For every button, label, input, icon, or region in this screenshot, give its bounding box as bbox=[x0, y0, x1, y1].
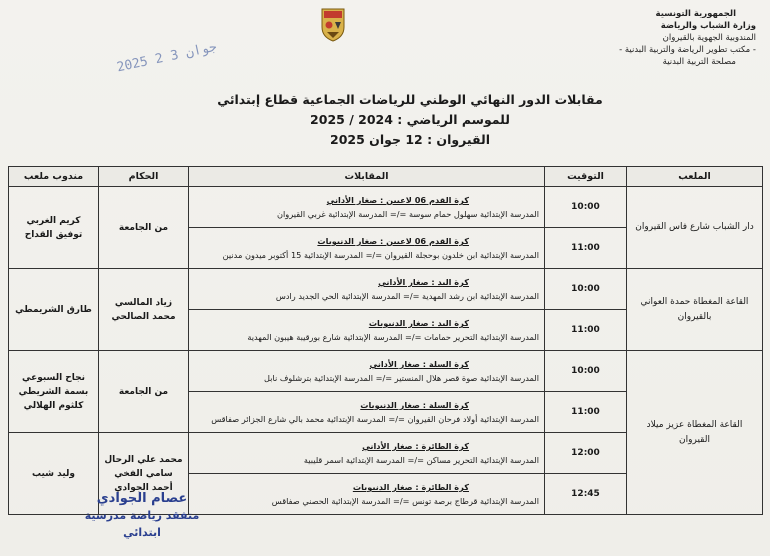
delegate-cell: كريم الغربي توفيق القداح bbox=[9, 187, 99, 269]
sport-label: كرة القدم 06 لاعبين : صغار الدنيويات bbox=[317, 236, 469, 246]
document-title: مقابلات الدور النهائي الوطني للرياضات الجماعية قطاع إبتدائي bbox=[217, 92, 603, 107]
table-row bbox=[9, 187, 763, 228]
match-teams: المدرسة الإبتدائية صوة قصر هلال المنستير =/= المدرسة الإبتدائية بترشلوف نابل bbox=[263, 373, 539, 383]
match-cell bbox=[189, 474, 545, 515]
venue-cell: القاعة المغطاة حمدة العواني بالقيروان bbox=[627, 269, 763, 351]
sport-label: كرة الطائرة : صغار الأداني bbox=[362, 441, 469, 451]
time-cell: 10:00 bbox=[545, 187, 627, 228]
delegate-cell: طارق الشريمطي bbox=[9, 269, 99, 351]
match-cell bbox=[189, 310, 545, 351]
venue-cell: القاعة المغطاة عزيز ميلاد القيروان bbox=[627, 351, 763, 515]
match-cell bbox=[189, 433, 545, 474]
header-line: مصلحة التربية البدنية bbox=[662, 57, 736, 67]
referees-cell: زياد المالسي محمد الصالحي bbox=[99, 269, 189, 351]
signature-title: متفقد رياضة مدرسية bbox=[84, 509, 200, 522]
match-teams: المدرسة الإبتدائية التحرير مساكن =/= المدرسة الإبتدائية اسمر قليبية bbox=[303, 455, 539, 465]
schedule-table bbox=[8, 166, 763, 515]
sport-label: كرة القدم 06 لاعبين : صغار الأداني bbox=[326, 195, 469, 205]
table-row bbox=[9, 269, 763, 310]
header-time: التوقيت bbox=[545, 167, 627, 187]
received-date-stamp: 2025 جوان 3 2 bbox=[115, 39, 219, 76]
match-teams: المدرسة الإبتدائية أولاد فرحان القيروان =/= المدرسة الإبتدائية محمد بالي شارع الجزائر صفاقس bbox=[211, 414, 539, 424]
sport-label: كرة الطائرة : صغار الدنيويات bbox=[352, 482, 469, 492]
match-cell bbox=[189, 187, 545, 228]
date-line: القيروان : 12 جوان 2025 bbox=[330, 132, 490, 147]
match-cell bbox=[189, 392, 545, 433]
sport-label: كرة اليد : صغار الأداني bbox=[378, 277, 469, 287]
time-cell: 11:00 bbox=[545, 392, 627, 433]
sport-label: كرة السلة : صغار الأداني bbox=[369, 359, 469, 369]
referees-cell: محمد علي الرحال سامي الفخي أحمد الجوادي bbox=[99, 433, 189, 515]
delegate-cell: وليد شيب bbox=[9, 433, 99, 515]
header-line: المندوبية الجهوية بالقيروان bbox=[662, 33, 756, 43]
time-cell: 11:00 bbox=[545, 310, 627, 351]
table-row bbox=[9, 351, 763, 392]
time-cell: 12:00 bbox=[545, 433, 627, 474]
match-cell bbox=[189, 269, 545, 310]
header-matches: المقابلات bbox=[189, 167, 545, 187]
season-line: للموسم الرياضي : 2024 / 2025 bbox=[310, 112, 510, 127]
match-teams: المدرسة الإبتدائية سهلول حمام سوسة =/= المدرسة الإبتدائية غربي القيروان bbox=[277, 209, 539, 219]
table-header-row bbox=[9, 167, 763, 187]
header-line: - مكتب تطوير الرياضة والتربية البدنية - bbox=[619, 45, 756, 55]
match-teams: المدرسة الإبتدائية ابن خلدون بوحجلة القيروان =/= المدرسة الإبتدائية 15 أكتوبر ميدون مدنين bbox=[222, 250, 539, 260]
venue-cell: دار الشباب شارع فاس القيروان bbox=[627, 187, 763, 269]
signature-subtitle: ابتدائي bbox=[123, 526, 161, 539]
time-cell: 10:00 bbox=[545, 269, 627, 310]
header-line: وزارة الشباب والرياضة bbox=[660, 21, 756, 31]
signature-block bbox=[62, 490, 222, 541]
match-cell bbox=[189, 228, 545, 269]
header-delegate: مندوب ملعب bbox=[9, 167, 99, 187]
delegate-cell: نجاح السبوعي بسمة الشريطي كلثوم الهلالي bbox=[9, 351, 99, 433]
header-venue: الملعب bbox=[627, 167, 763, 187]
match-cell bbox=[189, 351, 545, 392]
ministry-header bbox=[586, 8, 756, 68]
match-teams: المدرسة الإبتدائية قرطاج برصة تونس =/= المدرسة الإبتدائية الحصني صفاقس bbox=[271, 496, 539, 506]
republic-emblem-icon bbox=[318, 5, 348, 43]
header-line: الجمهورية التونسية bbox=[655, 9, 736, 19]
referees-cell: من الجامعة bbox=[99, 351, 189, 433]
time-cell: 11:00 bbox=[545, 228, 627, 269]
match-teams: المدرسة الإبتدائية ابن رشد المهدية =/= المدرسة الإبتدائية الحي الجديد رادس bbox=[275, 291, 539, 301]
referees-cell: من الجامعة bbox=[99, 187, 189, 269]
sport-label: كرة السلة : صغار الدنيويات bbox=[360, 400, 469, 410]
signature-name: عصام الجوادي bbox=[96, 491, 188, 506]
header-referees: الحكام bbox=[99, 167, 189, 187]
sport-label: كرة اليد : صغار الدنيويات bbox=[368, 318, 469, 328]
time-cell: 10:00 bbox=[545, 351, 627, 392]
match-teams: المدرسة الإبتدائية التحرير حمامات =/= المدرسة الإبتدائية شارع بورقيبة هيبون المهدية bbox=[247, 332, 539, 342]
time-cell: 12:45 bbox=[545, 474, 627, 515]
